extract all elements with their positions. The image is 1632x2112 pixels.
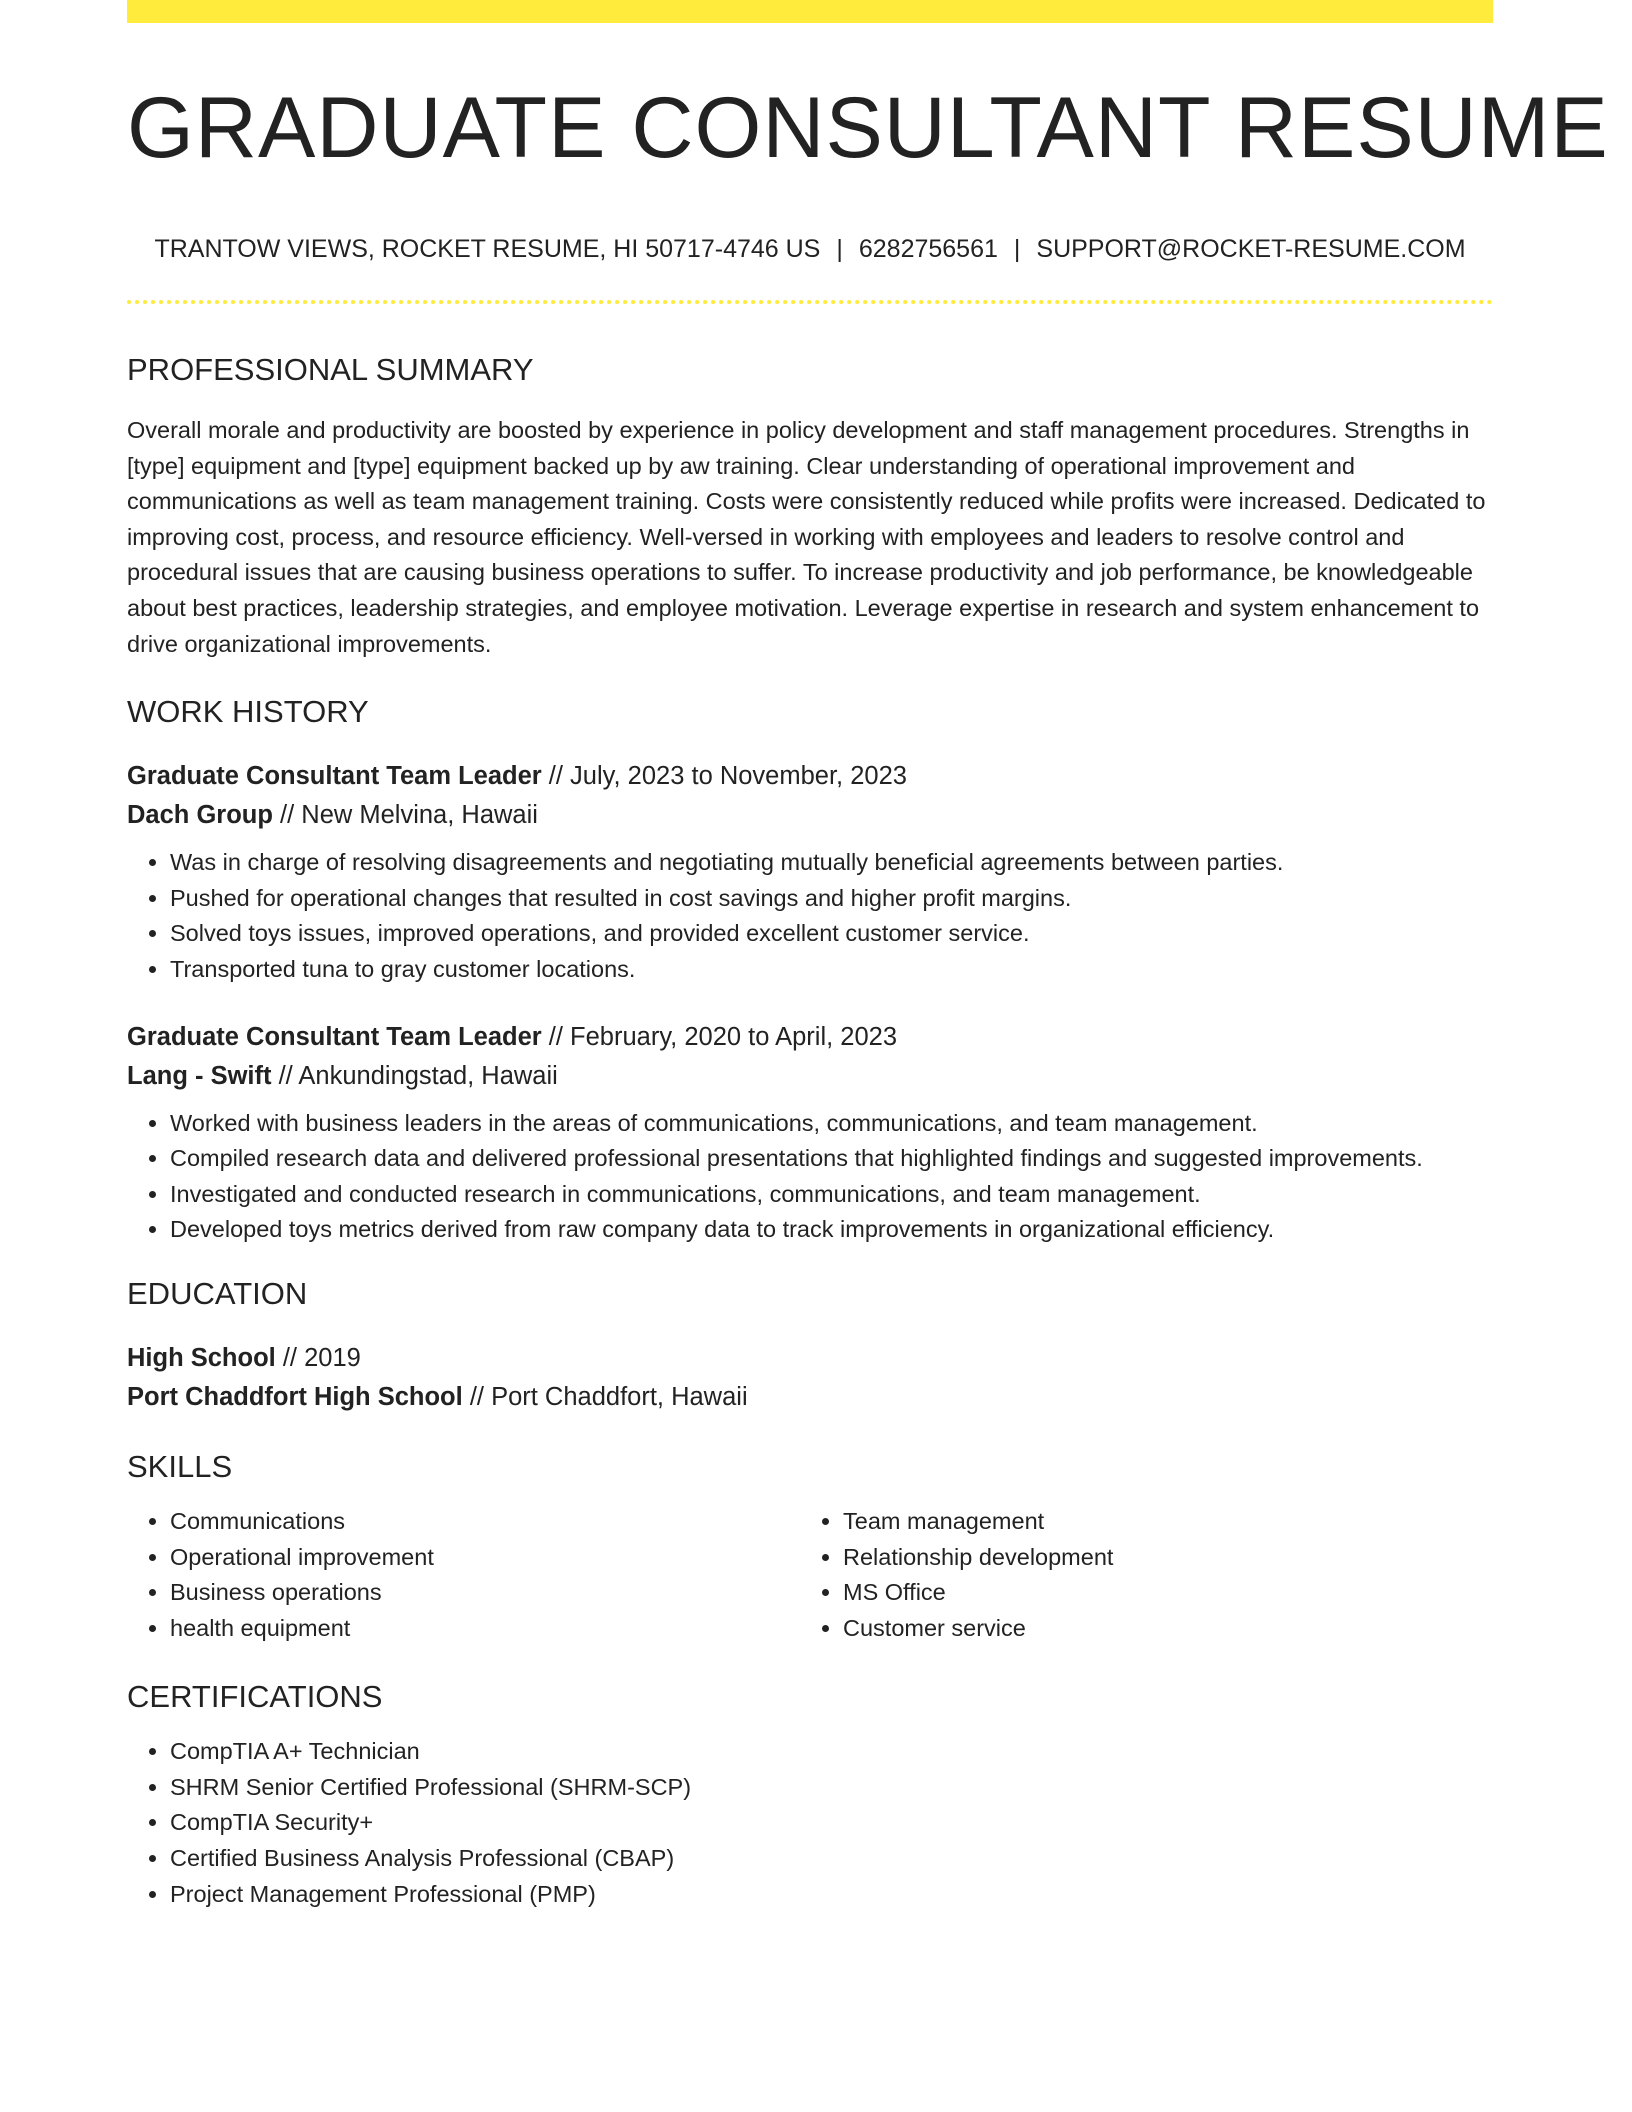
skill-item: • health equipment xyxy=(170,1611,800,1647)
contact-phone: 6282756561 xyxy=(858,235,998,263)
certification-item: • SHRM Senior Certified Professional (SHRM-SCP) xyxy=(170,1770,1493,1806)
skills-heading: SKILLS xyxy=(127,1448,233,1484)
job-company-line xyxy=(127,796,1493,835)
job-company: Lang - Swift xyxy=(127,1061,272,1090)
job-bullet: • Transported tuna to gray customer locations. xyxy=(170,952,1493,988)
header-divider xyxy=(127,300,1493,304)
summary-heading: PROFESSIONAL SUMMARY xyxy=(127,352,534,387)
certifications-heading: CERTIFICATIONS xyxy=(127,1679,383,1715)
contact-address: TRANTOW VIEWS, ROCKET RESUME, HI 50717-4746 US xyxy=(154,235,821,263)
contact-email: SUPPORT@ROCKET-RESUME.COM xyxy=(1036,235,1466,263)
resume-title: GRADUATE CONSULTANT RESUME xyxy=(127,80,1609,176)
job-title-line xyxy=(127,1018,1493,1057)
skill-item: • Relationship development xyxy=(843,1540,1473,1576)
job-bullets xyxy=(127,845,1493,987)
skills-column-right xyxy=(800,1504,1473,1646)
job-title: Graduate Consultant Team Leader xyxy=(127,762,542,791)
work-history-heading: WORK HISTORY xyxy=(127,694,369,730)
job-title-line xyxy=(127,757,1493,796)
skill-item: • Business operations xyxy=(170,1575,800,1611)
skills-column-left xyxy=(127,1504,800,1646)
skill-item: • Operational improvement xyxy=(170,1540,800,1576)
job-entry xyxy=(127,1018,1493,1248)
certification-item: • Certified Business Analysis Professional (CBAP) xyxy=(170,1841,1493,1877)
job-entry xyxy=(127,757,1493,987)
contact-separator: | xyxy=(1013,235,1021,263)
job-bullet: • Was in charge of resolving disagreements and negotiating mutually beneficial agreements between parties. xyxy=(170,845,1493,881)
summary-paragraph: Overall morale and productivity are boosted by experience in policy development and staff management procedures. Strengths in [type] equipment and [type] equipment backed up by aw training. Clear understanding of operational improvement and communications as well as team management training. Costs were consistently reduced while profits were increased. Dedicated to improving cost, process, and resource efficiency. Well-versed in working with employees and leaders to resolve control and procedural issues that are causing business operations to suffer. To increase productivity and job performance, be knowledgeable about best practices, leadership strategies, and employee motivation. Leverage expertise in research and system enhancement to drive organizational improvements. xyxy=(127,417,1486,657)
contact-separator: | xyxy=(836,235,843,263)
job-bullet: • Investigated and conducted research in communications, communications, and team management. xyxy=(170,1177,1493,1213)
certification-item: • Project Management Professional (PMP) xyxy=(170,1877,1493,1913)
job-company-line xyxy=(127,1057,1493,1096)
job-company: Dach Group xyxy=(127,801,273,830)
education-school-line xyxy=(127,1378,1493,1417)
education-heading: EDUCATION xyxy=(127,1275,308,1311)
education-entry xyxy=(127,1339,1493,1417)
skill-item: • Customer service xyxy=(843,1611,1473,1647)
job-location: // Ankundingstad, Hawaii xyxy=(271,1061,558,1090)
job-dates: // July, 2023 to November, 2023 xyxy=(541,762,907,791)
job-bullet: • Pushed for operational changes that resulted in cost savings and higher profit margins. xyxy=(170,881,1493,917)
certification-item: • CompTIA Security+ xyxy=(170,1805,1493,1841)
job-dates: // February, 2020 to April, 2023 xyxy=(541,1022,898,1051)
resume-page xyxy=(127,0,1609,1912)
skill-item: • Communications xyxy=(170,1504,800,1540)
education-school: Port Chaddfort High School xyxy=(127,1382,463,1411)
accent-top-bar xyxy=(127,0,1493,23)
job-bullets xyxy=(127,1106,1493,1248)
education-year: // 2019 xyxy=(275,1343,361,1372)
skill-item: • MS Office xyxy=(843,1575,1473,1611)
job-bullet: • Solved toys issues, improved operations, and provided excellent customer service. xyxy=(170,916,1493,952)
job-bullet: • Developed toys metrics derived from raw company data to track improvements in organizational efficiency. xyxy=(170,1212,1493,1248)
job-location: // New Melvina, Hawaii xyxy=(272,801,538,830)
education-location: // Port Chaddfort, Hawaii xyxy=(462,1382,748,1411)
certifications-list xyxy=(127,1734,1493,1912)
skill-item: • Team management xyxy=(843,1504,1473,1540)
education-degree: High School xyxy=(127,1343,276,1372)
job-title: Graduate Consultant Team Leader xyxy=(127,1022,542,1051)
skills-grid xyxy=(127,1504,1493,1646)
contact-line xyxy=(127,237,1493,262)
job-bullet: • Worked with business leaders in the areas of communications, communications, and team management. xyxy=(170,1106,1493,1142)
education-degree-line xyxy=(127,1339,1493,1378)
certification-item: • CompTIA A+ Technician xyxy=(170,1734,1493,1770)
job-bullet: • Compiled research data and delivered professional presentations that highlighted findings and suggested improvements. xyxy=(170,1141,1493,1177)
